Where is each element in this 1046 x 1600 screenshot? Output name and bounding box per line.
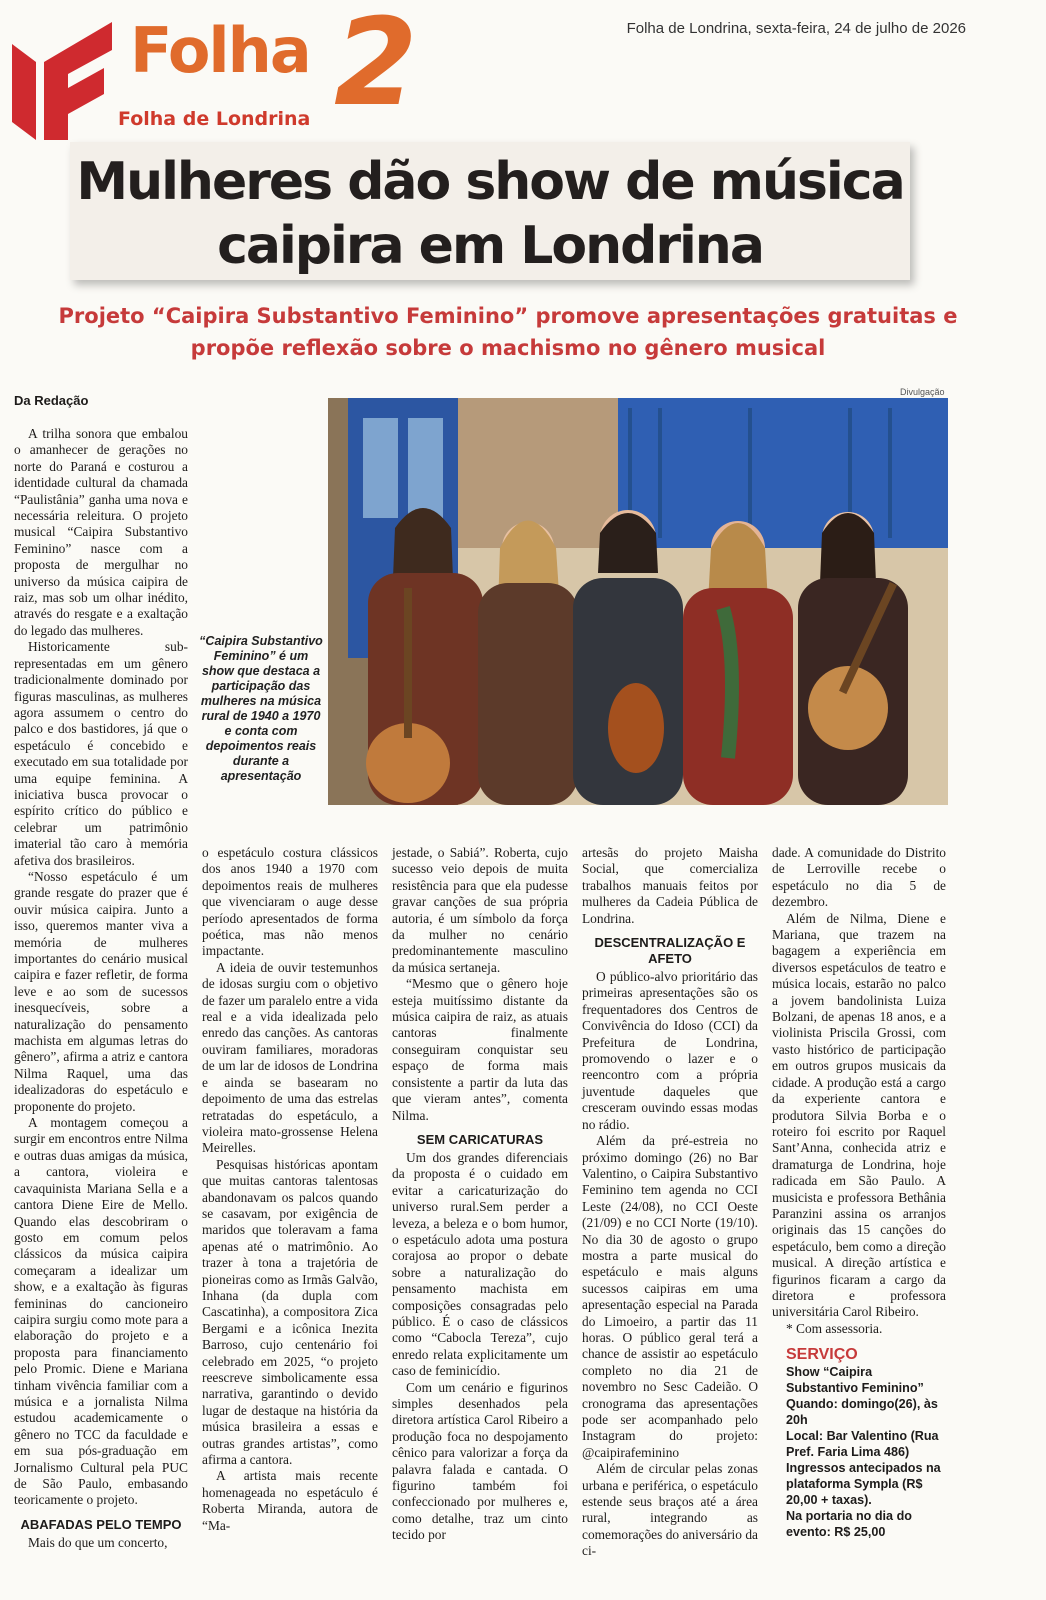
- dateline: Folha de Londrina, sexta-feira, 24 de julho de 2026: [626, 20, 966, 37]
- paragraph: A montagem começou a surgir em encontros entre Nilma e outras duas amigas da música, a cantora, violeira e cavaquinista Mariana Sella e a cantora Diene Eire de Mello. Quando elas descobriram o gosto em comum pelos clássicos da música caipira começaram a idealizar um show, e a exaltação às figuras femininas do cancioneiro caipira surgiu como mote para a elaboração do projeto e a proposta para financiamento pelo Promic. Diene e Mariana tinham vivência familiar com a música e a jornalista Nilma estudou academicamente o gênero no TCC da faculdade e em sua pós-graduação em Jornalismo Cultural pela PUC de São Paulo, embasando teoricamente o projeto.: [14, 1115, 188, 1508]
- servico-line: Show “Caipira Substantivo Feminino”: [786, 1364, 924, 1395]
- paragraph: A artista mais recente homenageada no espetáculo é Roberta Miranda, autora de “Ma-: [202, 1468, 378, 1533]
- paragraph: Além da pré-estreia no próximo domingo (26) no Bar Valentino, o Caipira Substantivo Feminino tem agenda no CCI Leste (24/08), no CCI Oeste (21/09) e no CCI Norte (19/10). No dia 30 de agosto o grupo mostra a parte musical do espetáculo e mais alguns sucessos caipiras em uma apresentação especial na Parada do Limoeiro, a partir das 11 horas. O público geral terá a chance de assistir ao espetáculo completo no dia 21 de novembro no Sesc Cadeião. O cronograma das apresentações pode ser acompanhado pelo Instagram do projeto: @caipirafeminino: [582, 1133, 758, 1460]
- subhead-line-1: Projeto “Caipira Substantivo Feminino” promove apresentações gratuitas e: [58, 304, 958, 328]
- headline-line-2: caipira em Londrina: [217, 216, 763, 276]
- paragraph: Mais do que um concerto,: [28, 1534, 168, 1550]
- paragraph: A ideia de ouvir testemunhos de idosas surgiu com o objetivo de fazer um paralelo entre a vida real e a vida idealizada pelo enredo das canções. As cantoras ouviram familiares, moradoras de um lar de idosos de Londrina e ainda se basearam no depoimento de uma das estrelas retratadas do espetáculo, a violeira mato-grossense Helena Meirelles.: [202, 959, 378, 1156]
- section-subtitle: SEM CARICATURAS: [416, 1131, 544, 1147]
- servico-line: Quando: domingo(26), às 20h: [786, 1396, 938, 1427]
- servico-box: [772, 1347, 946, 1539]
- column-4: [582, 845, 758, 1560]
- paragraph: O público-alvo prioritário das primeiras apresentações são os frequentadores dos Centros de Convivência do Idoso (CCI) da Prefeitura de Londrina, promovendo o lazer e o reencontro com a própria juventude daqueles que cresceram ouvindo essas modas no rádio.: [582, 969, 758, 1132]
- paragraph: “Mesmo que o gênero hoje esteja muitíssimo distante da música caipira de raiz, as atuais cantoras finalmente conseguiram conquistar seu espaço de forma mais consistente a partir da luta das que vieram antes”, comenta Nilma.: [392, 976, 568, 1123]
- paragraph: * Com assessoria.: [786, 1320, 883, 1336]
- paragraph: Além de circular pelas zonas urbana e periférica, o espetáculo estende seus braços até a área rural, integrando as comemorações do aniversário da ci-: [582, 1461, 758, 1559]
- paragraph: Pesquisas históricas apontam que muitas cantoras talentosas abandonavam os palcos quando se casavam, por exigência de maridos que toleravam a fama apenas até o matrimônio. Ao trazer à tona a trajetória de pioneiras como as Irmãs Galvão, Inhana (da dupla com Cascatinha), a compositora Zica Bergami e a icônica Inezita Barroso, cujo centenário foi celebrado em 2025, “o projeto reescreve simbolicamente essa narrativa, garantindo o devido lugar de destaque na história da música brasileira a essas e outras grandes artistas”, como afirma a cantora.: [202, 1156, 378, 1468]
- paragraph: Um dos grandes diferenciais da proposta é o cuidado em evitar a caricaturização do universo rural.Sem perder a leveza, a beleza e o bom humor, o espetáculo adota uma postura corajosa ao propor o debate sobre a naturalização do pensamento machista em composições consagradas pelo público. É o caso de clássicos como “Cabocla Tereza”, cujo enredo relata explicitamente um caso de feminicídio.: [392, 1149, 568, 1379]
- paragraph: A trilha sonora que embalou o amanhecer de gerações no norte do Paraná e costurou a identidade cultural da chamada “Paulistânia” ganha uma nova e necessária releitura. O projeto musical “Caipira Substantivo Feminino” nasce com a proposta de mergulhar no universo da música caipira de raiz, mas sob um olhar inédito, através do resgate e a exaltação do legado das mulheres.: [14, 426, 188, 638]
- byline: Da Redação: [14, 393, 89, 408]
- column-5: [772, 845, 946, 1540]
- column-2: [202, 845, 378, 1534]
- photo-credit: Divulgação: [900, 387, 945, 397]
- folha-logo-icon: [12, 22, 112, 142]
- section-subtitle: ABAFADAS PELO TEMPO: [20, 1516, 182, 1532]
- subheadline: [30, 300, 986, 364]
- paragraph: Historicamente sub-representadas em um gênero tradicionalmente dominado por figuras masculinas, as mulheres agora assumem o centro do palco e dos bastidores, já que o espetáculo é concebido e executado em sua totalidade por uma equipe feminina. A iniciativa busca provocar o espírito crítico do público e celebrar um patrimônio imaterial tão caro à memória afetiva dos brasileiros.: [14, 639, 188, 868]
- group-photo: [328, 398, 948, 805]
- headline-line-1: Mulheres dão show de música: [76, 152, 904, 212]
- paragraph: Além de Nilma, Diene e Mariana, que trazem na bagagem a experiência em diversos espetáculos de teatro e música locais, estarão no palco a jovem bandolinista Luiza Bolzani, de apenas 18 anos, e a violinista Priscila Grossi, com vasto histórico de participação em outros grupos musicais da cidade. A produção está a cargo da experiente cantora e produtora Silvia Borba e o roteiro foi escrito por Raquel Sant’Anna, conhecida atriz e dramaturga de Londrina, hoje radicada em São Paulo. A musicista e professora Bethânia Paranzini assina os arranjos originais das 15 canções do espetáculo, bem como a direção musical. A direção artística e figurinos ficaram a cargo da diretora e professora universitária Carol Ribeiro.: [772, 910, 946, 1320]
- headline: [70, 150, 910, 278]
- servico-title: SERVIÇO: [786, 1346, 858, 1364]
- servico-line: Local: Bar Valentino (Rua Pref. Faria Lima 486): [786, 1428, 939, 1459]
- paragraph: Com um cenário e figurinos simples desenhados pela diretora artística Carol Ribeiro a produção foca no despojamento cênico para valorizar a força da palavra falada e cantada. O figurino também foi confeccionado por mulheres e, como detalhe, traz um cinto tecido por: [392, 1379, 568, 1543]
- column-3: [392, 845, 568, 1544]
- subhead-line-2: propõe reflexão sobre o machismo no gênero musical: [190, 336, 826, 360]
- paragraph: jestade, o Sabiá”. Roberta, cujo sucesso veio depois de muita resistência para que ela pudesse gravar canções de sua própria autoria, é um símbolo da força da mulher no cenário predominantemente masculino da música sertaneja.: [392, 845, 568, 975]
- paragraph: “Nosso espetáculo é um grande resgate do prazer que é ouvir música caipira. Junto a isso, queremos manter viva a memória de mulheres importantes do cenário musical caipira e fazer refletir, de forma leve e ao som de sucessos inesquecíveis, sobre a naturalização do pensamento machista em algumas letras do gênero”, afirma a atriz e cantora Nilma Raquel, uma das idealizadoras do espetáculo e proponente do projeto.: [14, 868, 188, 1114]
- paragraph: o espetáculo costura clássicos dos anos 1940 a 1970 com depoimentos reais de mulheres que vivenciaram o auge desse período apresentados de forma poética, mas não menos impactante.: [202, 845, 378, 959]
- servico-line: Na portaria no dia do evento: R$ 25,00: [786, 1508, 912, 1539]
- brand-title: Folha: [130, 14, 310, 87]
- paragraph: artesãs do projeto Maisha Social, que comercializa trabalhos manuais feitos por mulheres da Cadeia Pública de Londrina.: [582, 845, 758, 926]
- brand-subtitle: Folha de Londrina: [118, 108, 311, 130]
- section-subtitle: DESCENTRALIZAÇÃO E AFETO: [594, 935, 746, 967]
- servico-line: Ingressos antecipados na plataforma Sympla (R$ 20,00 + taxas).: [786, 1460, 941, 1507]
- column-1: [14, 426, 188, 1551]
- brand-number: 2: [334, 0, 418, 133]
- paragraph: dade. A comunidade do Distrito de Lerroville recebe o espetáculo no dia 5 de dezembro.: [772, 845, 946, 910]
- photo-caption: “Caipira Substantivo Feminino” é um show que destaca a participação das mulheres na música rural de 1940 a 1970 e conta com depoimentos reais durante a apresentação: [199, 634, 323, 783]
